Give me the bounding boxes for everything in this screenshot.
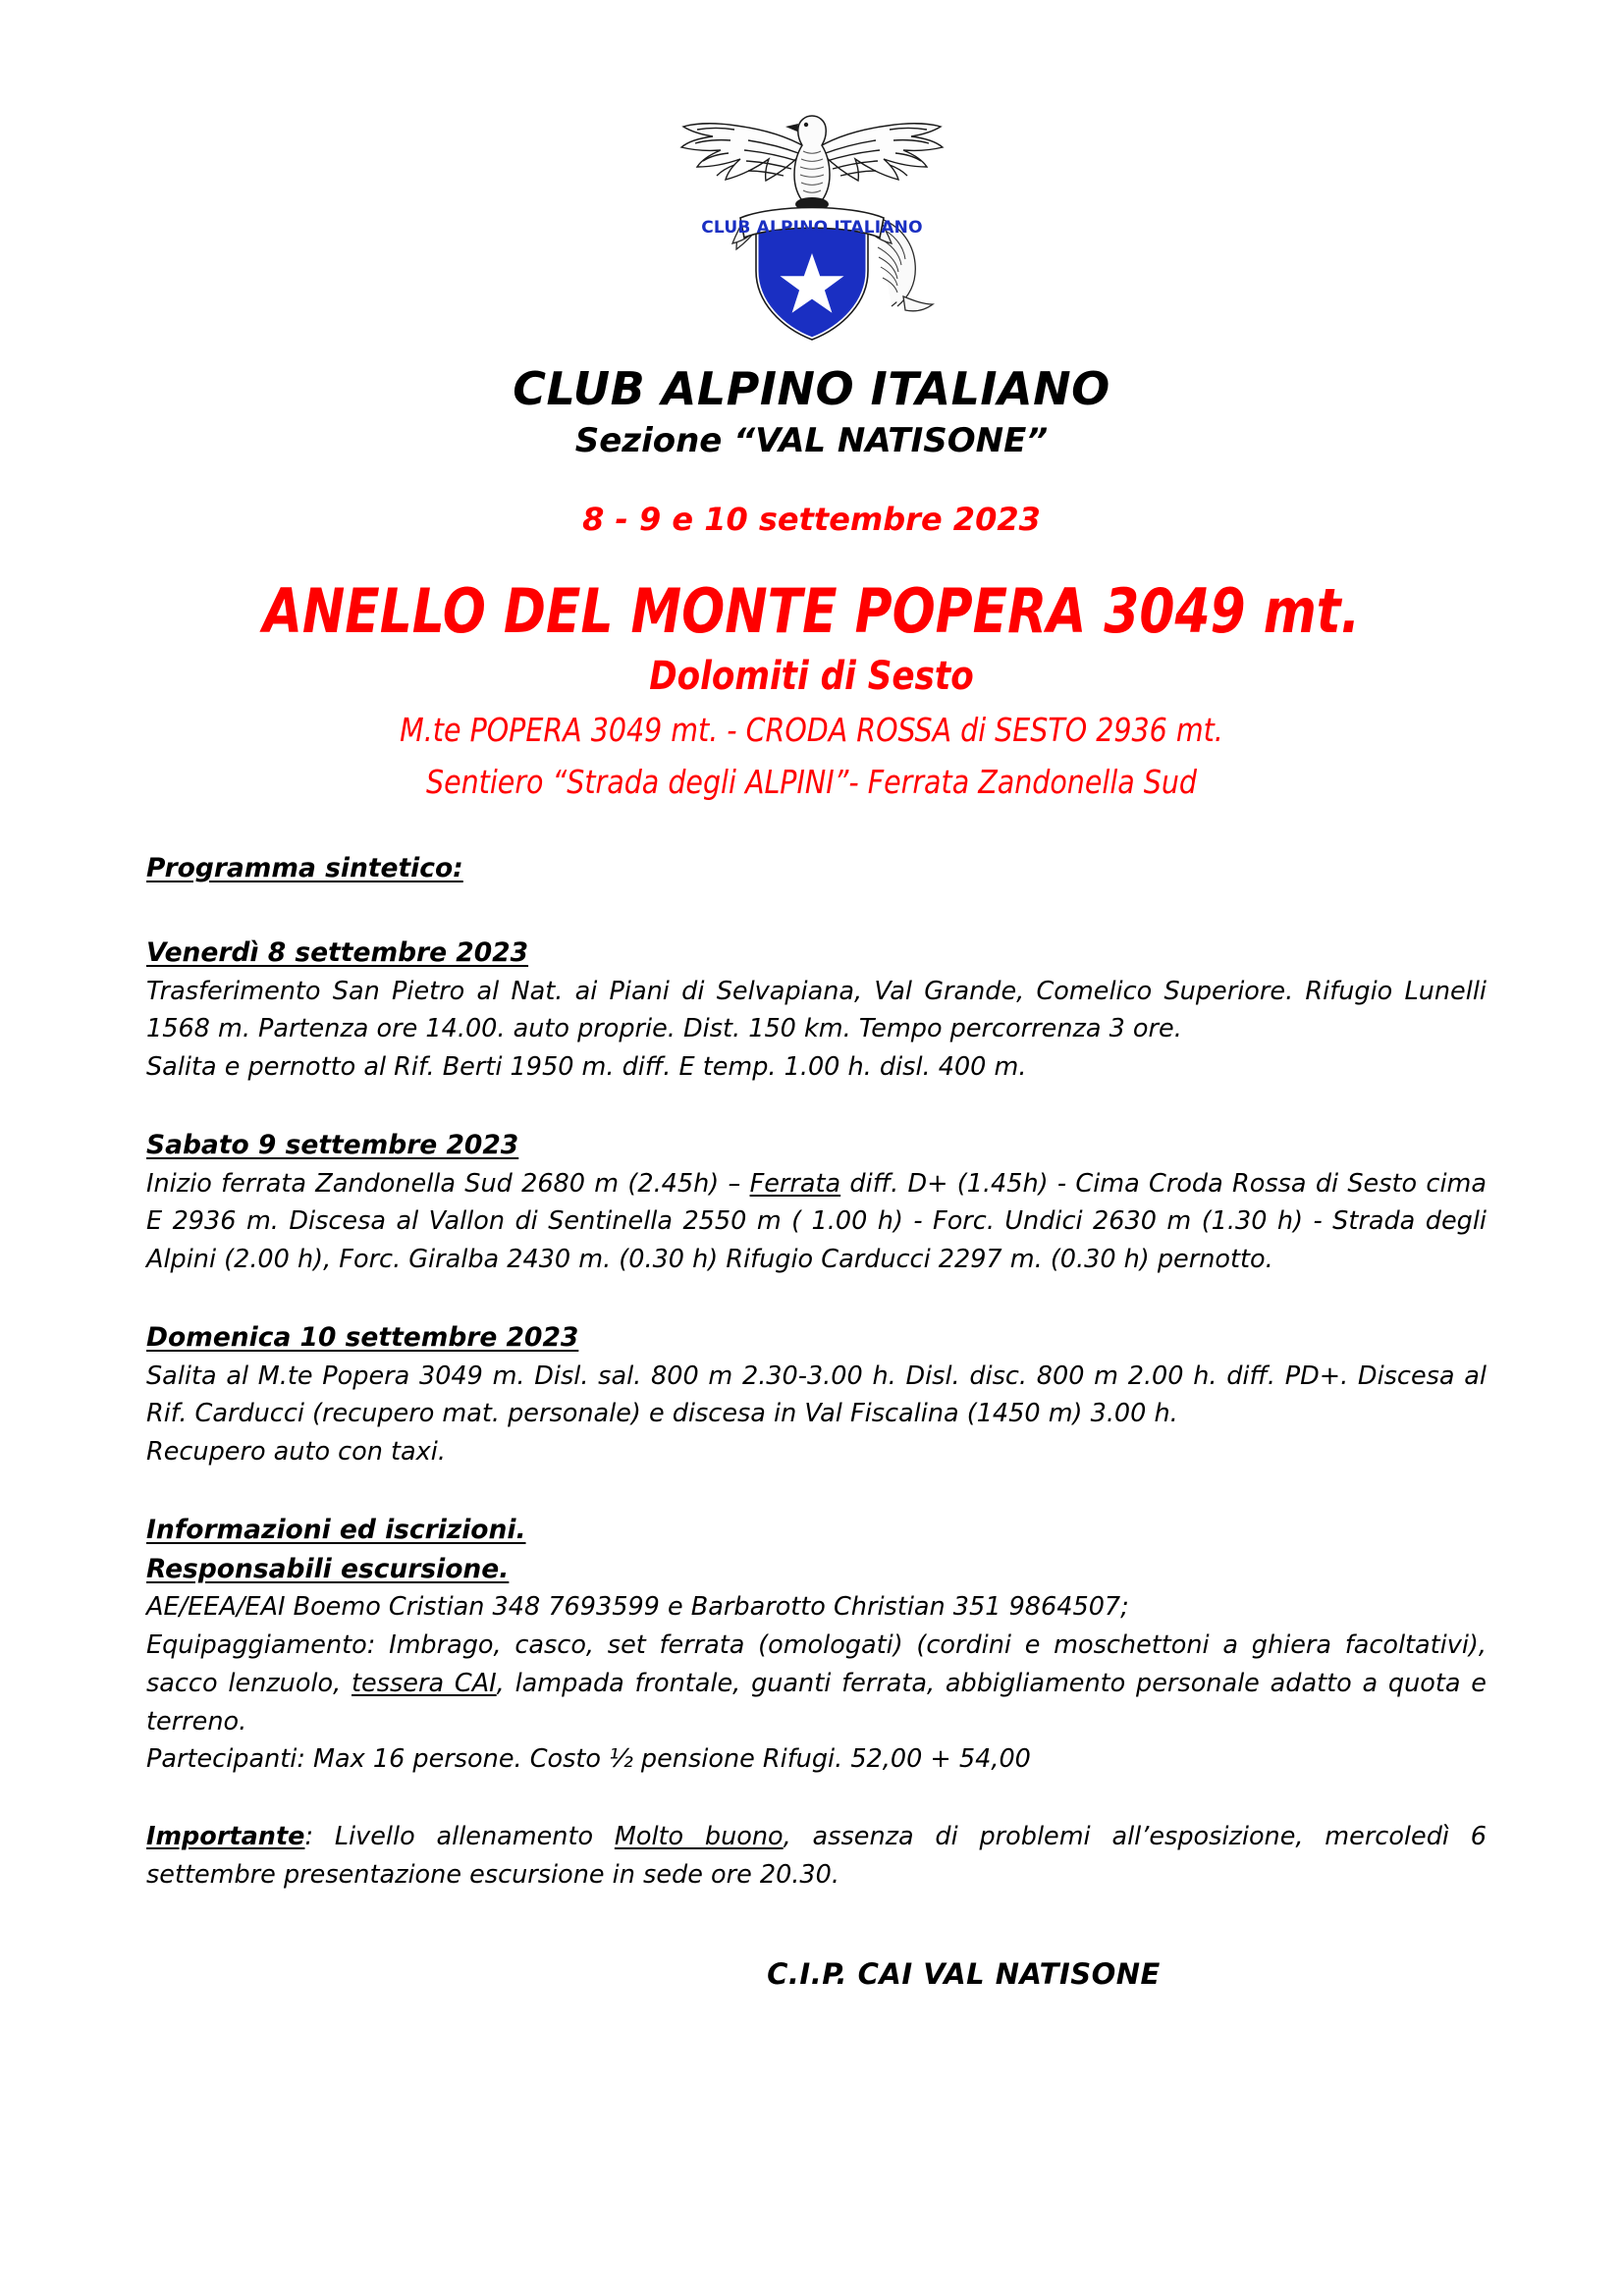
- spacer: [146, 888, 1487, 934]
- saturday-underlined: Ferrata: [749, 1168, 841, 1199]
- subtitle-peaks: M.te POPERA 3049 mt. - CRODA ROSSA di SESTO 2936 mt.: [400, 710, 1223, 749]
- responsible-heading: Responsabili escursione.: [146, 1553, 510, 1584]
- important-text-a: : Livello allenamento: [304, 1822, 615, 1852]
- spacer: [146, 1471, 1487, 1511]
- day-heading-friday: Venerdì 8 settembre 2023: [146, 936, 529, 968]
- day-text-friday-1: Trasferimento San Pietro al Nat. ai Piani di Selvapiana, Val Grande, Comelico Superiore. Rifugio Lunelli 1568 m. Partenza ore 14.00. auto proprie. Dist. 150 km. Tempo percorrenza 3 ore.: [146, 976, 1487, 1044]
- program-heading: Programma sintetico:: [146, 853, 463, 884]
- important-label: Importante: [146, 1822, 305, 1852]
- shield: [756, 226, 868, 340]
- subtitle-route: Sentiero “Strada degli ALPINI”- Ferrata Zandonella Sud: [425, 762, 1198, 801]
- equipment-line: [146, 1627, 1487, 1740]
- day-text-sunday-2: Recupero auto con taxi.: [146, 1437, 446, 1468]
- logo-container: [0, 0, 1623, 342]
- equipment-text-a: Equipaggiamento: Imbrago, casco, set ferrata (omologati) (cordini e moschettoni a ghiera facoltativi), sacco lenzuolo,: [146, 1630, 1487, 1698]
- club-title: CLUB ALPINO ITALIANO: [513, 362, 1110, 415]
- cai-logo: [676, 94, 948, 342]
- svg-text:CLUB ALPINO ITALIANO: CLUB ALPINO ITALIANO: [700, 218, 923, 238]
- contacts-line: AE/EEA/EAI Boemo Cristian 348 7693599 e Barbarotto Christian 351 9864507;: [146, 1592, 1129, 1623]
- eagle-body: [785, 116, 831, 216]
- day-heading-saturday: Sabato 9 settembre 2023: [146, 1129, 519, 1160]
- spacer: [146, 1087, 1487, 1126]
- footer-signature: C.I.P. CAI VAL NATISONE: [767, 1956, 1161, 1991]
- section-name: Sezione “VAL NATISONE”: [574, 420, 1049, 460]
- subtitle-range: Dolomiti di Sesto: [649, 653, 974, 699]
- day-heading-sunday: Domenica 10 settembre 2023: [146, 1321, 579, 1353]
- important-text-b: , assenza di problemi all’esposizione, mercoledì 6 settembre presentazione escursione in sede ore 20.30.: [146, 1822, 1487, 1890]
- participants-line: Partecipanti: Max 16 persone. Costo ½ pensione Rifugi. 52,00 + 54,00: [146, 1744, 1031, 1775]
- important-note: [146, 1818, 1487, 1895]
- day-text-friday-2: Salita e pernotto al Rif. Berti 1950 m. diff. E temp. 1.00 h. disl. 400 m.: [146, 1052, 1027, 1083]
- day-text-saturday: [146, 1165, 1487, 1279]
- header-block: [0, 363, 1623, 804]
- body-content: [136, 849, 1487, 1991]
- spacer: [146, 1779, 1487, 1818]
- spacer: [146, 1279, 1487, 1318]
- saturday-text-b: diff. D+ (1.45h) - Cima Croda Rossa di Sesto cima E 2936 m. Discesa al Vallon di Sentinella 2550 m ( 1.00 h) - Forc. Undici 2630 m (1.30 h) - Strada degli Alpini (2.00 h), Forc. Giralba 2430 m. (0.30 h) Rifugio Carducci 2297 m. (0.30 h) pernotto.: [146, 1168, 1487, 1275]
- day-text-sunday-1: Salita al M.te Popera 3049 m. Disl. sal. 800 m 2.30-3.00 h. Disl. disc. 800 m 2.00 h. diff. PD+. Discesa al Rif. Carducci (recupero mat. personale) e discesa in Val Fiscalina (1450 m) 3.00 h.: [146, 1361, 1487, 1429]
- page-title: ANELLO DEL MONTE POPERA 3049 mt.: [262, 574, 1361, 647]
- equipment-text-b: , lampada frontale, guanti ferrata, abbigliamento personale adatto a quota e terreno.: [146, 1668, 1487, 1736]
- saturday-text-a: Inizio ferrata Zandonella Sud 2680 m (2.45h) –: [146, 1168, 750, 1199]
- important-underlined: Molto buono: [614, 1822, 784, 1852]
- logo-banner: [701, 208, 923, 239]
- event-date: 8 - 9 e 10 settembre 2023: [582, 501, 1041, 539]
- info-heading: Informazioni ed iscrizioni.: [146, 1514, 526, 1545]
- equipment-underlined: tessera CAI: [352, 1668, 497, 1698]
